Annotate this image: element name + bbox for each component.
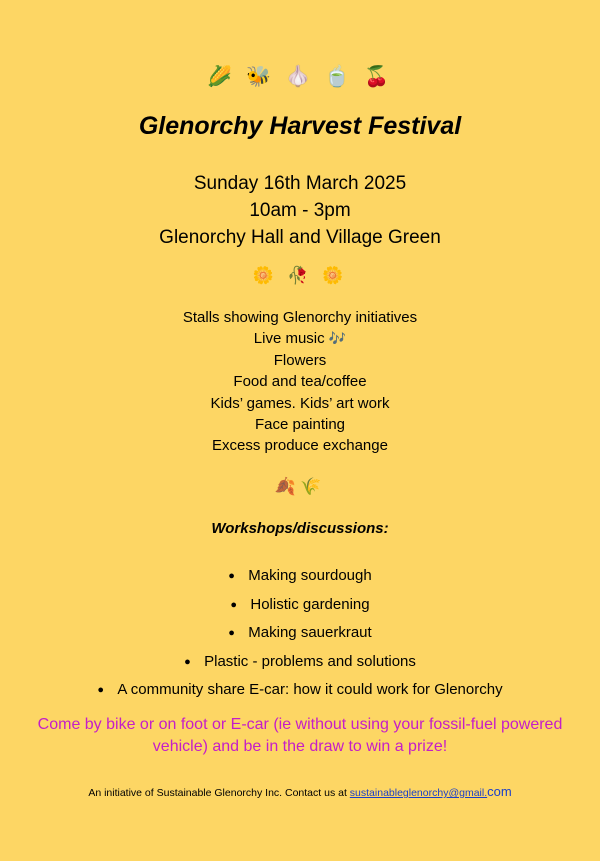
event-details bbox=[0, 170, 600, 251]
list-item bbox=[0, 562, 600, 591]
fallen-leaves-icon: 🍂 bbox=[274, 477, 300, 497]
bullet-icon: ● bbox=[230, 598, 238, 611]
music-notes-icon: 🎶 bbox=[328, 330, 347, 347]
cup-icon: 🍵 bbox=[324, 64, 354, 88]
bullet-icon: ● bbox=[228, 627, 235, 640]
email-link[interactable]: sustainableglenorchy@gmail. bbox=[349, 787, 488, 799]
activity-item: Flowers bbox=[273, 351, 327, 369]
mid-emoji-row bbox=[0, 266, 600, 286]
activity-label: Live music bbox=[253, 330, 325, 348]
activity-item: Excess produce exchange bbox=[212, 437, 388, 455]
wheat-icon: 🌾 bbox=[300, 477, 326, 497]
list-item bbox=[0, 648, 600, 677]
activity-item: Face painting bbox=[254, 416, 346, 434]
workshop-label: Making sourdough bbox=[248, 567, 372, 584]
workshop-label: A community share E-car: how it could work for Glenorchy bbox=[117, 681, 503, 699]
event-venue: Glenorchy Hall and Village Green bbox=[159, 227, 441, 248]
event-time: 10am - 3pm bbox=[249, 200, 351, 221]
activity-item: Food and tea/coffee bbox=[233, 373, 367, 391]
bullet-icon: ● bbox=[228, 570, 235, 582]
top-emoji-row bbox=[0, 64, 600, 88]
prize-notice: Come by bike or on foot or E-car (ie without using your fossil-fuel powered vehicle) and be in the draw to win a prize! bbox=[37, 716, 563, 755]
list-item bbox=[0, 676, 600, 705]
workshop-label: Making sauerkraut bbox=[248, 624, 372, 642]
activities-list bbox=[0, 307, 600, 457]
footer bbox=[0, 784, 600, 799]
page-title: Glenorchy Harvest Festival bbox=[138, 112, 462, 140]
garlic-icon: 🧄 bbox=[285, 64, 315, 88]
email-tld[interactable]: com bbox=[487, 784, 512, 799]
activity-item bbox=[0, 328, 600, 349]
footer-text: An initiative of Sustainable Glenorchy Inc. Contact us at bbox=[88, 787, 350, 799]
sunflower-icon: 🌼 bbox=[252, 266, 278, 286]
workshops-heading: Workshops/discussions: bbox=[211, 520, 389, 537]
bee-icon: 🐝 bbox=[246, 64, 276, 88]
corn-icon: 🌽 bbox=[207, 64, 236, 88]
workshops-list bbox=[0, 562, 600, 705]
cherries-icon: 🍒 bbox=[364, 64, 393, 88]
bullet-icon: ● bbox=[97, 684, 105, 697]
workshop-label: Holistic gardening bbox=[250, 595, 370, 613]
sunflower-icon: 🌼 bbox=[321, 266, 348, 286]
workshop-label: Plastic - problems and solutions bbox=[204, 652, 416, 670]
bullet-icon: ● bbox=[184, 655, 191, 668]
list-item bbox=[0, 591, 600, 620]
rose-icon: 🥀 bbox=[287, 266, 313, 286]
activity-item: Stalls showing Glenorchy initiatives bbox=[182, 309, 418, 326]
list-item bbox=[0, 619, 600, 648]
activity-item: Kids’ games. Kids’ art work bbox=[210, 394, 390, 412]
leaf-emoji-row bbox=[0, 477, 600, 497]
event-date: Sunday 16th March 2025 bbox=[193, 173, 407, 194]
